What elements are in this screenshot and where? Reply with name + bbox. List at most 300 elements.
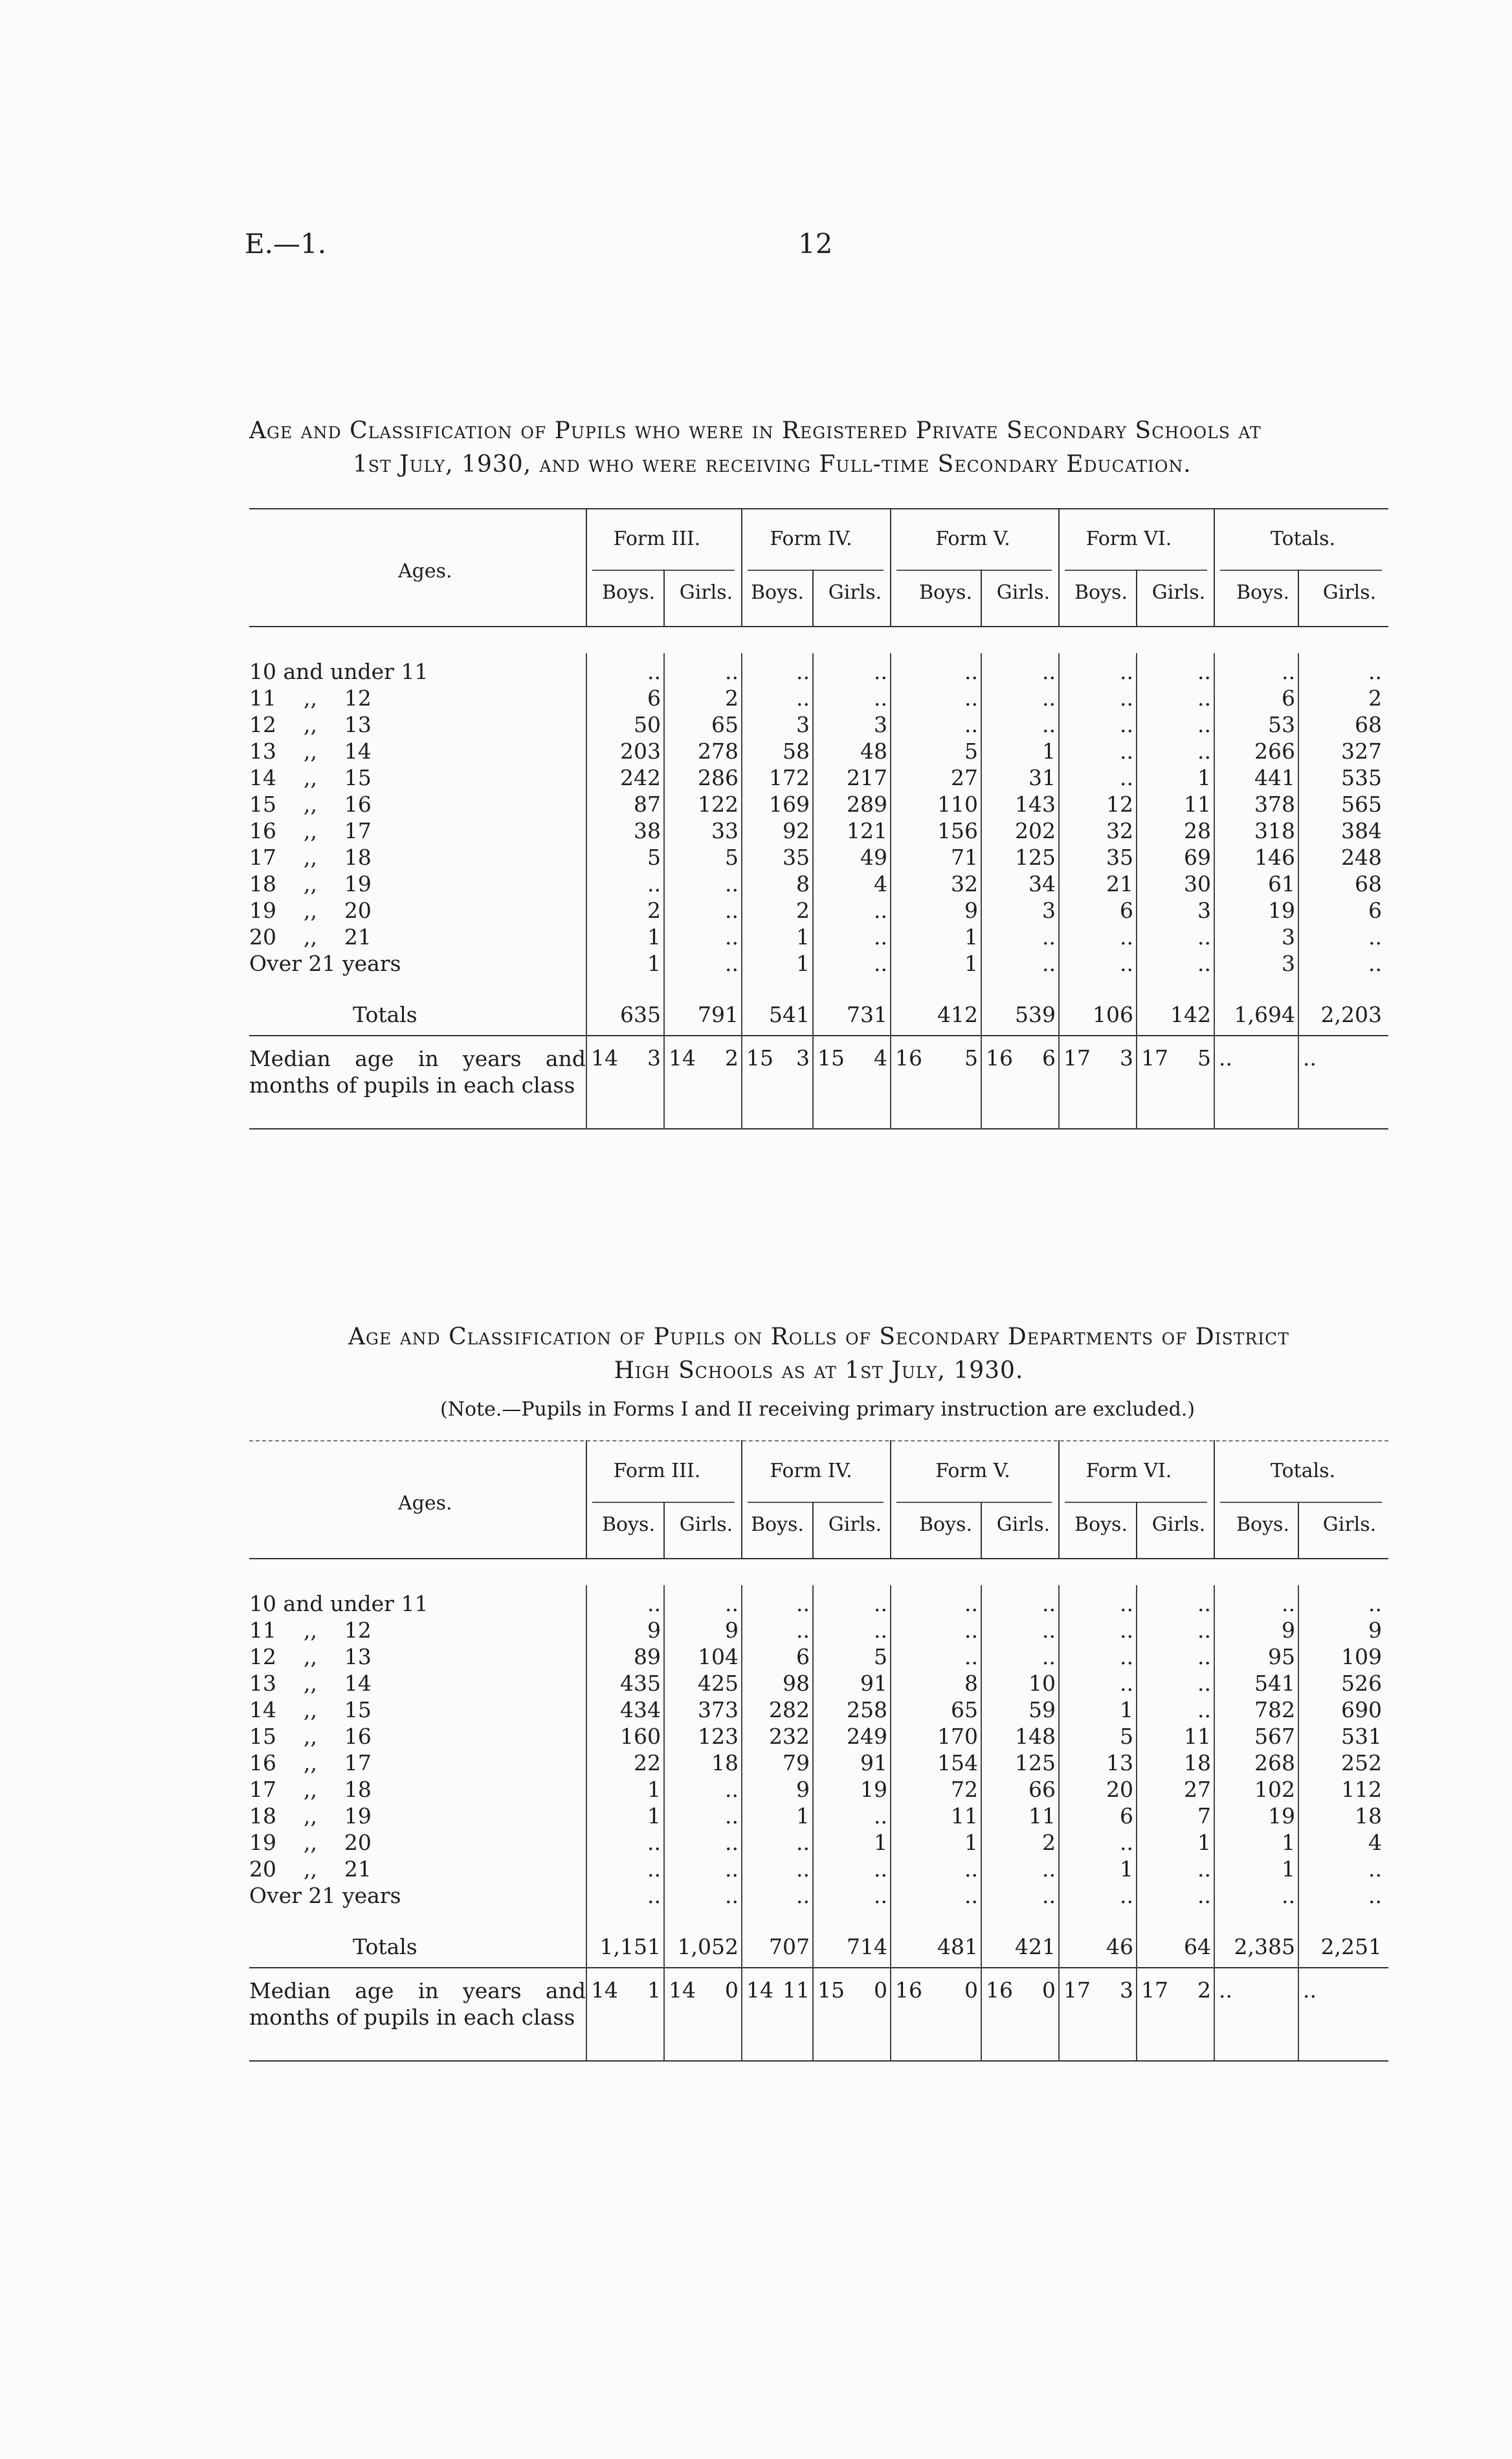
table-cell: .. <box>1197 659 1211 684</box>
table-cell: .. <box>725 1856 739 1882</box>
table-cell: 1 <box>796 924 810 950</box>
column-separator <box>663 1585 665 2060</box>
column-separator <box>890 1585 891 2060</box>
table-cell: 125 <box>1015 1750 1056 1775</box>
age-label: 12 ,, 13 <box>249 712 372 737</box>
totals-label: Totals <box>353 1002 417 1027</box>
table-cell: 1 <box>796 1803 810 1829</box>
table-cell: 4 <box>874 871 887 896</box>
table-cell: 169 <box>769 792 810 817</box>
table-cell: 232 <box>769 1724 810 1749</box>
table-cell: 1 <box>1282 1856 1295 1882</box>
table-cell: 121 <box>847 818 887 843</box>
table-cell: 526 <box>1341 1671 1382 1696</box>
table-cell: 252 <box>1341 1750 1382 1775</box>
table-cell: 2 <box>647 898 661 923</box>
table-cell: 217 <box>847 765 887 790</box>
table-cell: 258 <box>847 1697 887 1722</box>
column-separator <box>812 570 814 626</box>
table-cell: 1 <box>647 951 661 976</box>
data-table <box>249 508 1388 1155</box>
table-cell: .. <box>1120 765 1133 790</box>
age-label: 16 ,, 17 <box>249 818 372 843</box>
form-header-rule <box>748 570 884 571</box>
table-cell: 154 <box>937 1750 978 1775</box>
girls-header: Girls. <box>679 581 733 604</box>
table-cell: 11 <box>1184 1724 1211 1749</box>
column-separator <box>741 653 742 1128</box>
table-cell: 53 <box>1268 712 1295 737</box>
age-label: 11 ,, 12 <box>249 1618 372 1643</box>
median-years: 17 <box>1063 1977 1091 2003</box>
totals-row <box>249 1001 1388 1028</box>
median-years: .. <box>1219 1977 1232 2003</box>
median-months: 5 <box>964 1045 978 1071</box>
table-cell: 58 <box>783 739 810 764</box>
median-years: 17 <box>1141 1977 1168 2003</box>
table-cell: .. <box>647 871 661 896</box>
age-label: Over 21 years <box>249 1883 401 1908</box>
table-cell: 690 <box>1341 1697 1382 1722</box>
column-separator <box>741 1585 742 2060</box>
table-cell: 125 <box>1015 845 1056 870</box>
table-cell: 249 <box>847 1724 887 1749</box>
table-cell: .. <box>874 659 887 684</box>
table-cell: 9 <box>964 898 978 923</box>
table-cell: 327 <box>1341 739 1382 764</box>
age-label: 13 ,, 14 <box>249 1671 372 1696</box>
table-cell: 146 <box>1254 845 1295 870</box>
girls-header: Girls. <box>679 1513 733 1536</box>
column-separator <box>812 653 814 1128</box>
table-cell: .. <box>874 1883 887 1908</box>
table-cell: .. <box>1120 1830 1133 1855</box>
column-separator <box>981 1502 982 1558</box>
table-cell: 268 <box>1254 1750 1295 1775</box>
table-cell: 61 <box>1268 871 1295 896</box>
table-cell: 3 <box>1042 898 1056 923</box>
table-cell: 30 <box>1184 871 1211 896</box>
table-row <box>249 1776 1388 1803</box>
median-months: 2 <box>725 1045 739 1071</box>
table-cell: 5 <box>647 845 661 870</box>
table-cell: 248 <box>1341 845 1382 870</box>
table-cell: .. <box>725 898 739 923</box>
data-table <box>249 1440 1388 2087</box>
table-cell: .. <box>1197 739 1211 764</box>
table-title-line: Age and Classification of Pupils who were in Registered Private Secondary Schools at <box>249 417 1262 444</box>
table-row <box>249 738 1388 764</box>
median-years: 14 <box>591 1045 618 1071</box>
table-cell: 1 <box>964 924 978 950</box>
table-cell: 143 <box>1015 792 1056 817</box>
table-cell: .. <box>725 924 739 950</box>
table-cell: .. <box>1120 951 1133 976</box>
table-cell: .. <box>1197 924 1211 950</box>
boys-header: Boys. <box>602 581 655 604</box>
column-separator <box>890 1440 891 1558</box>
table-cell: 202 <box>1015 818 1056 843</box>
boys-header: Boys. <box>1236 581 1289 604</box>
column-separator <box>586 1440 587 1558</box>
table-cell: 3 <box>874 712 887 737</box>
table-cell: .. <box>874 951 887 976</box>
column-separator <box>663 570 665 626</box>
table-cell: 18 <box>1355 1803 1382 1829</box>
totals-cell: 481 <box>937 1934 978 1959</box>
table-cell: 3 <box>1282 951 1295 976</box>
table-cell: 31 <box>1028 765 1056 790</box>
table-cell: .. <box>1368 951 1382 976</box>
median-months: 3 <box>647 1045 661 1071</box>
table-cell: 5 <box>725 845 739 870</box>
column-separator <box>741 508 742 626</box>
table-row <box>249 924 1388 950</box>
median-label: Median age in years and months of pupils in each class <box>249 1978 586 2030</box>
table-cell: 19 <box>860 1777 887 1802</box>
table-cell: 65 <box>711 712 739 737</box>
totals-cell: 791 <box>698 1002 739 1027</box>
table-cell: .. <box>1282 1883 1295 1908</box>
age-label: 16 ,, 17 <box>249 1750 372 1775</box>
form-header: Form IV. <box>770 1460 852 1482</box>
table-cell: 156 <box>937 818 978 843</box>
table-cell: 9 <box>796 1777 810 1802</box>
table-cell: .. <box>1042 924 1056 950</box>
totals-cell: 421 <box>1015 1934 1056 1959</box>
table-cell: 1 <box>647 1777 661 1802</box>
column-separator <box>981 653 982 1128</box>
totals-cell: 635 <box>620 1002 661 1027</box>
table-row <box>249 764 1388 791</box>
table-cell: .. <box>1197 685 1211 711</box>
table-cell: 1 <box>796 951 810 976</box>
totals-cell: 1,151 <box>599 1934 661 1959</box>
column-separator <box>586 1585 587 2060</box>
table-row <box>249 818 1388 844</box>
age-label: 12 ,, 13 <box>249 1644 372 1669</box>
table-cell: .. <box>1197 712 1211 737</box>
table-cell: .. <box>1042 1591 1056 1616</box>
column-separator <box>890 653 891 1128</box>
table-cell: 35 <box>783 845 810 870</box>
form-header-rule <box>748 1502 884 1503</box>
age-label: 15 ,, 16 <box>249 1724 372 1749</box>
table-cell: 6 <box>647 685 661 711</box>
table-cell: 18 <box>711 1750 739 1775</box>
totals-cell: 64 <box>1184 1934 1211 1959</box>
table-row <box>249 1803 1388 1829</box>
ages-header: Ages. <box>398 560 452 583</box>
table-cell: .. <box>1042 1856 1056 1882</box>
table-row <box>249 1723 1388 1750</box>
column-separator <box>1298 1585 1299 2060</box>
table-cell: .. <box>964 685 978 711</box>
median-years: 17 <box>1063 1045 1091 1071</box>
column-separator <box>586 653 587 1128</box>
table-top-rule <box>249 1440 1388 1441</box>
table-row <box>249 950 1388 977</box>
totals-cell: 539 <box>1015 1002 1056 1027</box>
table-cell: 19 <box>1268 1803 1295 1829</box>
table-cell: .. <box>1368 1591 1382 1616</box>
table-cell: .. <box>874 924 887 950</box>
column-separator <box>1298 1502 1299 1558</box>
table-cell: .. <box>1042 1883 1056 1908</box>
age-label: 13 ,, 14 <box>249 739 372 764</box>
table-cell: 112 <box>1341 1777 1382 1802</box>
totals-rule <box>249 1035 1388 1036</box>
boys-header: Boys. <box>602 1513 655 1536</box>
form-header: Form III. <box>613 1460 701 1482</box>
median-months: 0 <box>874 1977 887 2003</box>
form-header: Form VI. <box>1085 528 1172 550</box>
table-cell: 7 <box>1197 1803 1211 1829</box>
header-bottom-rule <box>249 1558 1388 1559</box>
age-label: 18 ,, 19 <box>249 871 372 896</box>
table-cell: 19 <box>1268 898 1295 923</box>
table-cell: 1 <box>647 1803 661 1829</box>
table-cell: 35 <box>1106 845 1133 870</box>
median-months: 1 <box>647 1977 661 2003</box>
table-cell: 384 <box>1341 818 1382 843</box>
table-cell: 27 <box>1184 1777 1211 1802</box>
table-cell: .. <box>796 685 810 711</box>
median-years: 15 <box>817 1977 845 2003</box>
table-cell: .. <box>1368 924 1382 950</box>
table-row <box>249 1882 1388 1909</box>
table-cell: .. <box>964 1618 978 1643</box>
table-cell: .. <box>1282 659 1295 684</box>
age-label: 10 and under 11 <box>249 1591 428 1616</box>
median-years: 17 <box>1141 1045 1168 1071</box>
table-cell: 32 <box>951 871 978 896</box>
girls-header: Girls. <box>996 1513 1051 1536</box>
girls-header: Girls. <box>828 1513 882 1536</box>
table-cell: 286 <box>698 765 739 790</box>
age-label: 19 ,, 20 <box>249 898 372 923</box>
column-separator <box>981 570 982 626</box>
table-cell: .. <box>1197 951 1211 976</box>
page-number: 12 <box>798 228 833 260</box>
table-cell: 441 <box>1254 765 1295 790</box>
median-years: 16 <box>986 1045 1013 1071</box>
table-cell: .. <box>647 659 661 684</box>
boys-header: Boys. <box>919 1513 972 1536</box>
table-cell: 1 <box>1042 739 1056 764</box>
table-row <box>249 871 1388 897</box>
table-cell: 92 <box>783 818 810 843</box>
table-cell: .. <box>725 1883 739 1908</box>
table-cell: 172 <box>769 765 810 790</box>
table-cell: 434 <box>620 1697 661 1722</box>
table-cell: .. <box>1120 1618 1133 1643</box>
table-row <box>249 1643 1388 1670</box>
table-cell: .. <box>1368 1856 1382 1882</box>
table-cell: 6 <box>796 1644 810 1669</box>
table-cell: 65 <box>951 1697 978 1722</box>
table-row <box>249 844 1388 871</box>
table-cell: .. <box>1042 712 1056 737</box>
table-row <box>249 897 1388 924</box>
table-row <box>249 685 1388 711</box>
table-row <box>249 1617 1388 1643</box>
table-note: (Note.—Pupils in Forms I and II receiving primary instruction are excluded.) <box>440 1398 1195 1421</box>
girls-header: Girls. <box>1322 581 1377 604</box>
column-separator <box>1058 653 1060 1128</box>
table-cell: .. <box>1120 1591 1133 1616</box>
table-cell: .. <box>796 1591 810 1616</box>
table-cell: 66 <box>1028 1777 1056 1802</box>
median-months: 0 <box>964 1977 978 2003</box>
table-cell: .. <box>964 1591 978 1616</box>
median-years: 15 <box>817 1045 845 1071</box>
age-label: 14 ,, 15 <box>249 765 372 790</box>
table-cell: 435 <box>620 1671 661 1696</box>
totals-cell: 142 <box>1170 1002 1211 1027</box>
form-header-rule <box>896 570 1052 571</box>
age-label: 14 ,, 15 <box>249 1697 372 1722</box>
median-label: Median age in years and months of pupils in each class <box>249 1046 586 1098</box>
table-bottom-rule <box>249 2060 1388 2062</box>
table-cell: 203 <box>620 739 661 764</box>
column-separator <box>741 1440 742 1558</box>
totals-cell: 46 <box>1106 1934 1133 1959</box>
table-cell: .. <box>1042 1644 1056 1669</box>
table-cell: 535 <box>1341 765 1382 790</box>
table-cell: 1 <box>964 1830 978 1855</box>
median-years: 14 <box>669 1045 696 1071</box>
table-cell: .. <box>1042 1618 1056 1643</box>
table-cell: .. <box>1368 1883 1382 1908</box>
table-cell: .. <box>1120 685 1133 711</box>
median-months: 3 <box>796 1045 810 1071</box>
column-separator <box>1214 1440 1215 1558</box>
form-header: Totals. <box>1270 1460 1336 1482</box>
median-years: .. <box>1219 1045 1232 1071</box>
table-cell: 8 <box>796 871 810 896</box>
table-cell: .. <box>1042 951 1056 976</box>
column-separator <box>1136 1585 1137 2060</box>
column-separator <box>1298 570 1299 626</box>
table-cell: .. <box>796 1830 810 1855</box>
table-cell: 6 <box>1282 685 1295 711</box>
table-cell: 1 <box>1120 1697 1133 1722</box>
table-cell: 148 <box>1015 1724 1056 1749</box>
form-header-rule <box>1220 570 1382 571</box>
table-cell: .. <box>796 1883 810 1908</box>
totals-cell: 412 <box>937 1002 978 1027</box>
table-cell: 160 <box>620 1724 661 1749</box>
age-label: 17 ,, 18 <box>249 1777 372 1802</box>
form-header: Form IV. <box>770 528 852 550</box>
table-cell: 109 <box>1341 1644 1382 1669</box>
girls-header: Girls. <box>828 581 882 604</box>
table-cell: 68 <box>1355 871 1382 896</box>
table-cell: .. <box>1120 924 1133 950</box>
table-cell: .. <box>1120 1644 1133 1669</box>
table-cell: .. <box>874 1618 887 1643</box>
table-cell: .. <box>1120 1883 1133 1908</box>
column-separator <box>1136 1502 1137 1558</box>
table-cell: .. <box>1197 1697 1211 1722</box>
median-months: 5 <box>1197 1045 1211 1071</box>
table-cell: .. <box>725 1803 739 1829</box>
table-cell: .. <box>1120 739 1133 764</box>
boys-header: Boys. <box>751 581 804 604</box>
column-separator <box>1058 1440 1060 1558</box>
median-months: 4 <box>874 1045 887 1071</box>
table-title-line: Age and Classification of Pupils on Rolls of Secondary Departments of District <box>348 1324 1289 1350</box>
table-row <box>249 1590 1388 1617</box>
totals-rule <box>249 1967 1388 1968</box>
table-cell: 34 <box>1028 871 1056 896</box>
form-header: Form V. <box>935 528 1010 550</box>
table-cell: .. <box>1197 1591 1211 1616</box>
table-cell: 91 <box>860 1750 887 1775</box>
median-months: 3 <box>1120 1045 1133 1071</box>
totals-cell: 1,052 <box>677 1934 739 1959</box>
totals-cell: 541 <box>769 1002 810 1027</box>
table-cell: 2 <box>725 685 739 711</box>
table-top-rule <box>249 508 1388 509</box>
age-label: 17 ,, 18 <box>249 845 372 870</box>
median-months: 3 <box>1120 1977 1133 2003</box>
table-cell: 1 <box>874 1830 887 1855</box>
median-years: .. <box>1303 1977 1317 2003</box>
age-label: 11 ,, 12 <box>249 685 372 711</box>
table-cell: .. <box>1120 1671 1133 1696</box>
form-header: Form V. <box>935 1460 1010 1482</box>
table-cell: .. <box>1282 1591 1295 1616</box>
table-cell: 32 <box>1106 818 1133 843</box>
table-row <box>249 791 1388 818</box>
table-cell: 9 <box>1282 1618 1295 1643</box>
table-cell: 21 <box>1106 871 1133 896</box>
table-cell: 59 <box>1028 1697 1056 1722</box>
table-cell: .. <box>964 1856 978 1882</box>
table-cell: 122 <box>698 792 739 817</box>
table-row <box>249 711 1388 738</box>
column-separator <box>663 1502 665 1558</box>
table-cell: .. <box>725 1830 739 1855</box>
table-cell: 242 <box>620 765 661 790</box>
page-header-left: E.—1. <box>245 228 327 260</box>
table-cell: 170 <box>937 1724 978 1749</box>
table-cell: 425 <box>698 1671 739 1696</box>
table-row <box>249 1856 1388 1882</box>
form-header: Form III. <box>613 528 701 550</box>
table-cell: 6 <box>1120 1803 1133 1829</box>
totals-cell: 2,203 <box>1320 1002 1382 1027</box>
table-cell: .. <box>725 1777 739 1802</box>
column-separator <box>1136 653 1137 1128</box>
table-cell: 2 <box>1368 685 1382 711</box>
table-cell: 11 <box>951 1803 978 1829</box>
table-cell: 69 <box>1184 845 1211 870</box>
median-years: 14 <box>746 1977 773 2003</box>
table-cell: .. <box>725 951 739 976</box>
table-cell: .. <box>1197 1883 1211 1908</box>
table-cell: .. <box>725 1591 739 1616</box>
table-cell: 9 <box>647 1618 661 1643</box>
form-header-rule <box>1220 1502 1382 1503</box>
table-cell: 278 <box>698 739 739 764</box>
table-cell: .. <box>725 871 739 896</box>
table-cell: 1 <box>1197 765 1211 790</box>
table-title-line: High Schools as at 1st July, 1930. <box>614 1357 1024 1384</box>
table-cell: 27 <box>951 765 978 790</box>
